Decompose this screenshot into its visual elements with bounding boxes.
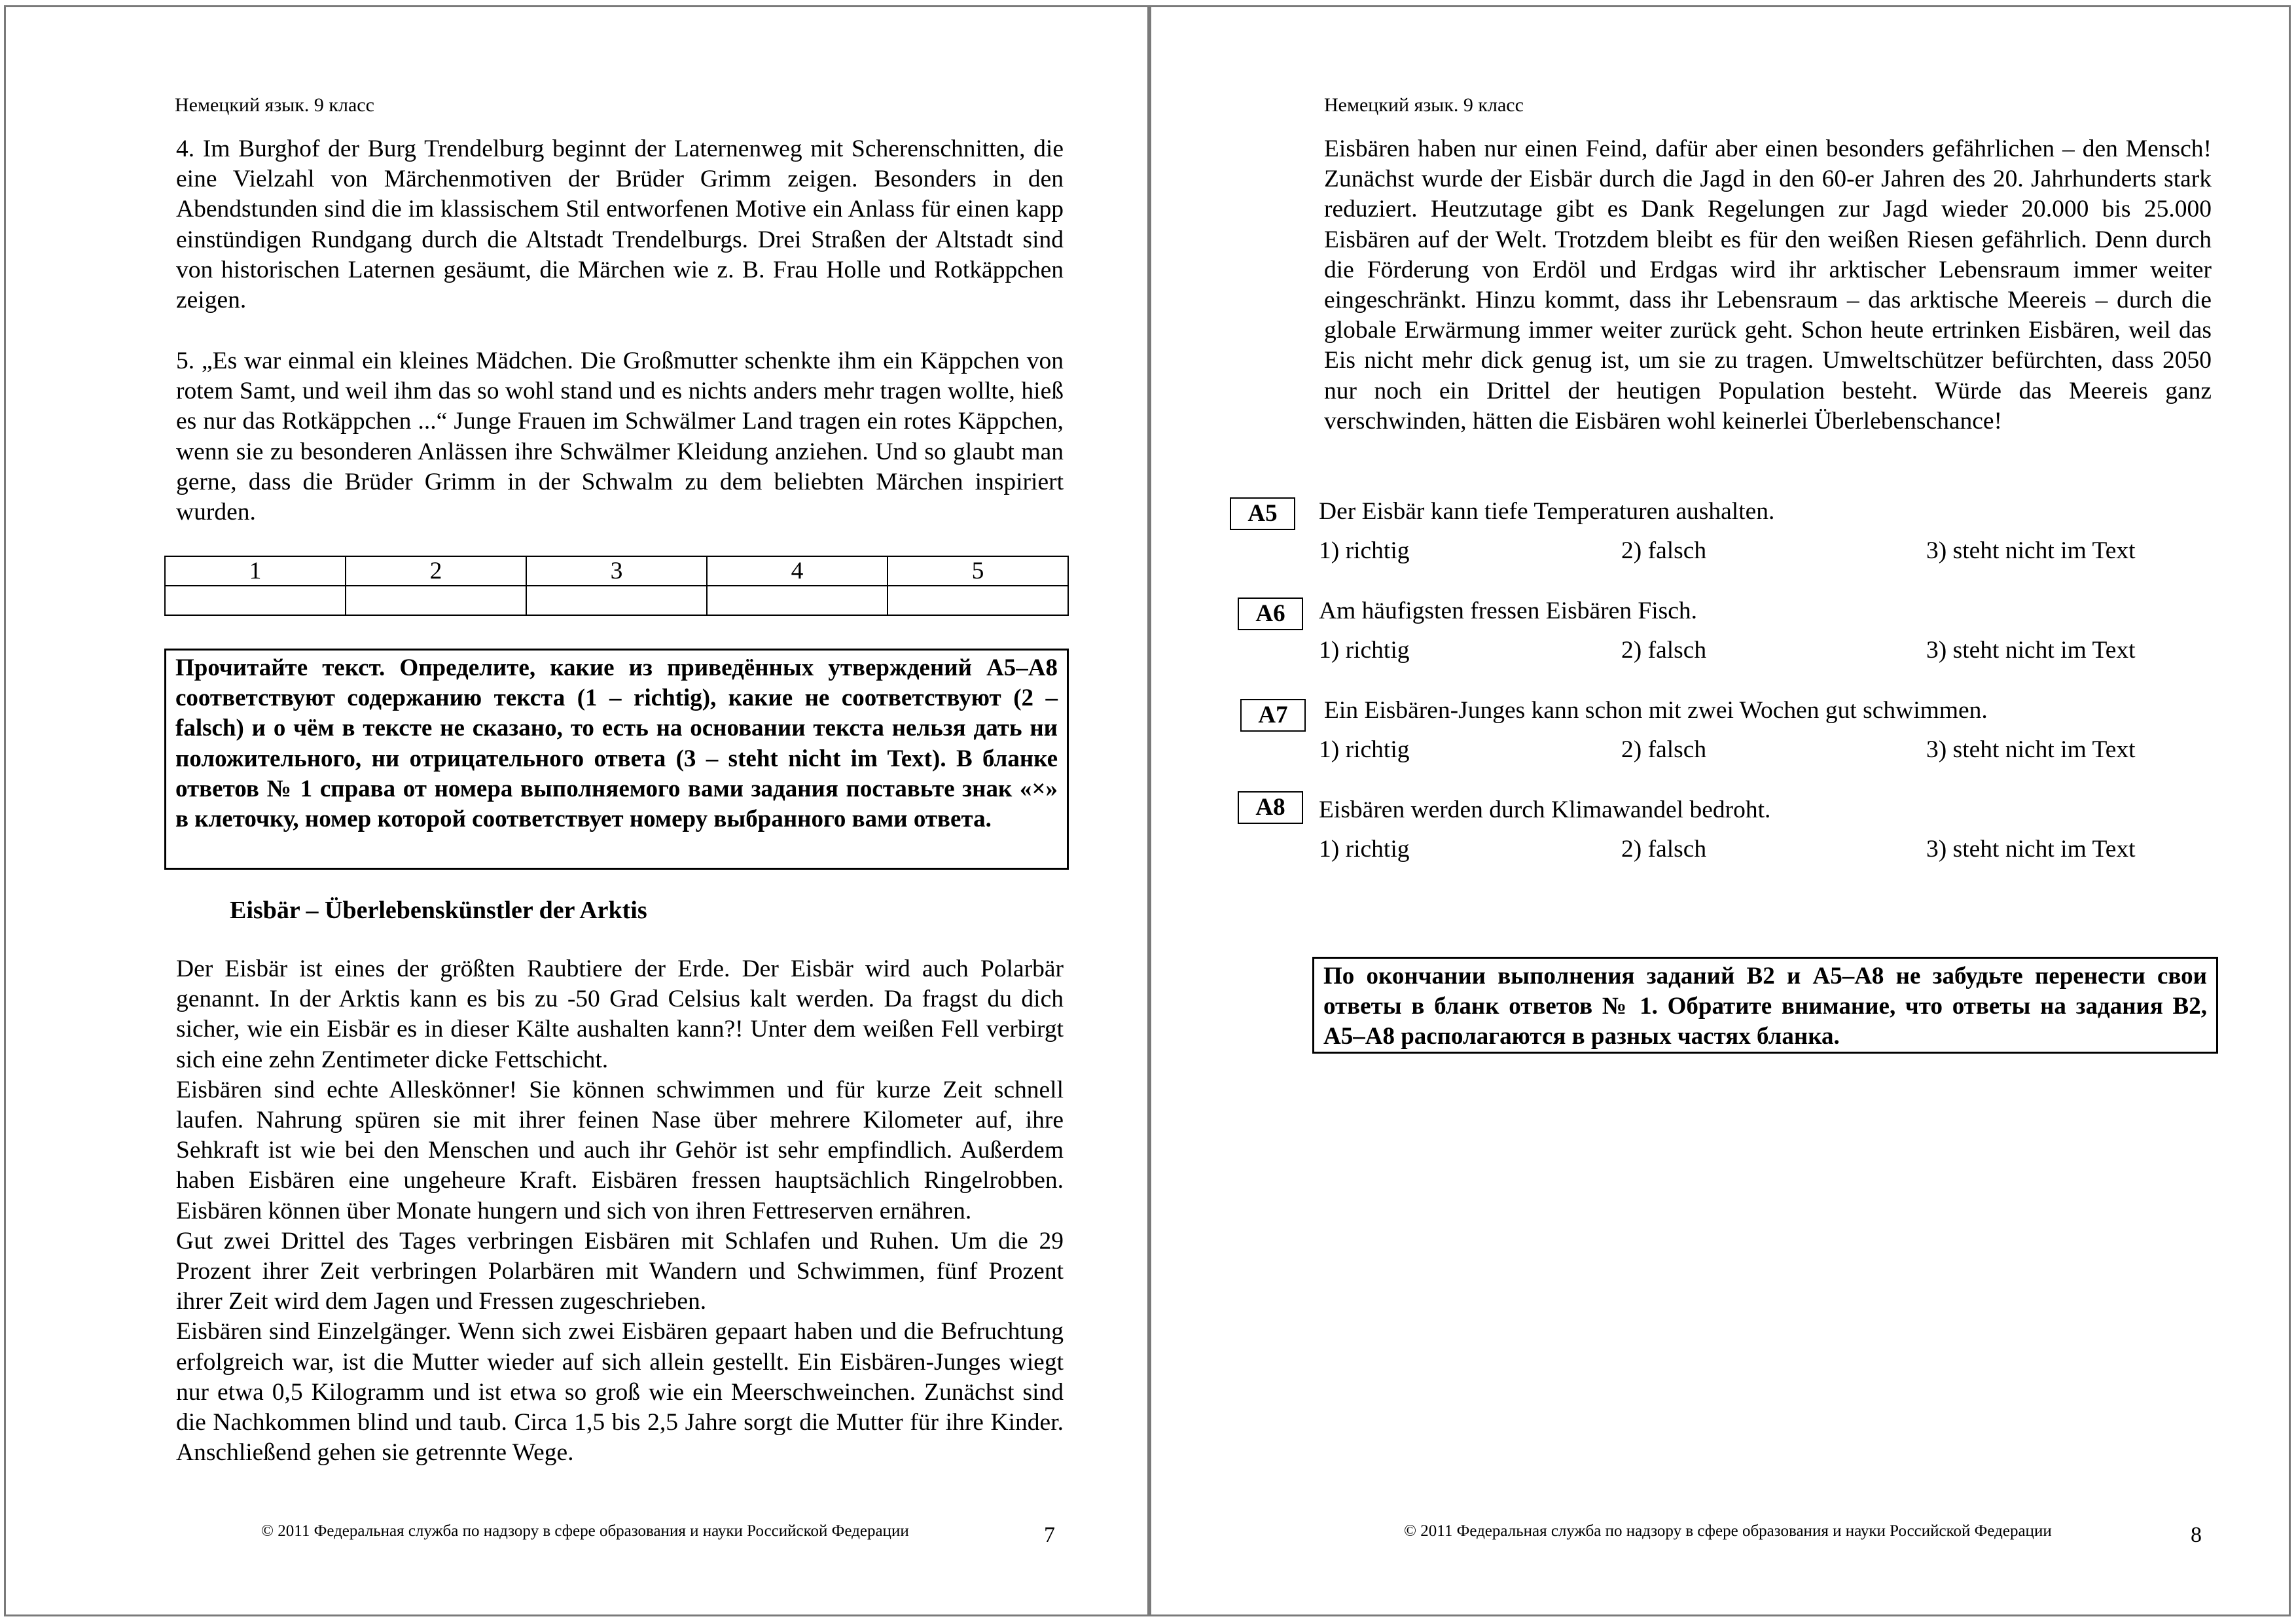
- answer-cell-3[interactable]: [526, 586, 707, 615]
- task-a7-option-3[interactable]: 3) steht nicht im Text: [1926, 736, 2136, 763]
- task-statement-a7: Ein Eisbären-Junges kann schon mit zwei Wochen gut schwimmen.: [1324, 697, 1988, 724]
- answer-table-input-row: [165, 586, 1068, 615]
- main-paragraph-3: Gut zwei Drittel des Tages verbringen Eisbären mit Schlafen und Ruhen. Um die 29 Prozent ihrer Zeit verbringen Polarbären mit Wandern und Schwimmen, fünf Prozent ihrer Zeit wird dem Jagen und Fressen zugeschrieben.: [176, 1227, 1064, 1315]
- task-label-a5: A5: [1230, 497, 1295, 530]
- notice-box: [1312, 957, 2218, 1054]
- task-a5-option-1[interactable]: 1) richtig: [1319, 537, 1410, 564]
- continued-paragraph: Eisbären haben nur einen Feind, dafür aber einen besonders gefährlichen – den Mensch! Zunächst wurde der Eisbär durch die Jagd in den 60-er Jahren des 20. Jahrhunderts stark reduziert. Heutzutage gibt es Dank Regelungen zur Jagd wieder 20.000 bis 25.000 Eisbären auf der Welt. Trotzdem bleibt es für den weißen Riesen gefährlich. Denn durch die Förderung von Erdöl und Erdgas wird ihr arktischer Lebensraum immer weiter eingeschränkt. Hinzu kommt, dass ihr Lebensraum – das arktische Meereis – durch die globale Erwärmung immer weiter zurück geht. Schon heute ertrinken Eisbären, weil das Eis nicht mehr dick genug ist, um sie zu tragen. Umweltschützer befürchten, dass 2050 nur noch ein Drittel der heutigen Population besteht. Würde das Meereis ganz verschwinden, hätten die Eisbären wohl keinerlei Überlebenschance!: [1324, 135, 2212, 435]
- page-footer: © 2011 Федеральная служба по надзору в сфере образования и науки Российской Федерации: [1404, 1522, 2052, 1540]
- main-paragraph-2: Eisbären sind echte Alleskönner! Sie können schwimmen und für kurze Zeit schnell laufen. Nahrung spüren sie mit ihrer feinen Nase über mehrere Kilometer auf, ihre Sehkraft ist wie bei den Menschen und auch ihr Gehör ist sehr empfindlich. Außerdem haben Eisbären eine ungeheure Kraft. Eisbären fressen hauptsächlich Ringelrobben. Eisbären können über Monate hungern und sich von ihren Fettreserven ernähren.: [176, 1076, 1064, 1224]
- task-a8-option-2[interactable]: 2) falsch: [1621, 836, 1707, 863]
- answer-cell-1[interactable]: [165, 586, 346, 615]
- main-paragraph-1: Der Eisbär ist eines der größten Raubtiere der Erde. Der Eisbär wird auch Polarbär genannt. In der Arktis kann es bis zu -50 Grad Celsius kalt werden. Da fragst du dich sicher, wie ein Eisbär es in dieser Kälte aushalten kann?! Unter dem weißen Fell verbirgt sich eine zehn Zentimeter dicke Fettschicht.: [176, 955, 1064, 1073]
- left-page: [4, 5, 1149, 1616]
- instruction-box: [164, 649, 1069, 870]
- answer-table-header: 5: [888, 556, 1068, 586]
- task-a8-option-3[interactable]: 3) steht nicht im Text: [1926, 836, 2136, 863]
- answer-table-header: 2: [346, 556, 526, 586]
- page-header: Немецкий язык. 9 класс: [175, 94, 374, 116]
- task-a7-option-1[interactable]: 1) richtig: [1319, 736, 1410, 763]
- main-paragraph-4: Eisbären sind Einzelgänger. Wenn sich zwei Eisbären gepaart haben und die Befruchtung erfolgreich war, ist die Mutter wieder auf sich allein gestellt. Ein Eisbären-Junges wiegt nur etwa 0,5 Kilogramm und ist etwa so groß wie ein Meerschweinchen. Zunächst sind die Nachkommen blind und taub. Circa 1,5 bis 2,5 Jahre sorgt die Mutter für ihre Kinder. Anschließend gehen sie getrennte Wege.: [176, 1318, 1064, 1467]
- answer-table-header: 3: [526, 556, 707, 586]
- instruction-text: Прочитайте текст. Определите, какие из приведённых утверждений А5–А8 соответствуют содержанию текста (1 – richtig), какие не соответствуют (2 – falsch) и о чём в тексте не сказано, то есть на основании текста нельзя дать ни положительного, ни отрицательного ответа (3 – steht nicht im Text). В бланке ответов № 1 справа от номера выполняемого вами задания поставьте знак «×» в клеточку, номер которой соответствует номеру выбранного вами ответа.: [175, 654, 1058, 833]
- text-section-5: [176, 346, 1064, 527]
- page-number: 7: [1044, 1523, 1055, 1547]
- answer-cell-5[interactable]: [888, 586, 1068, 615]
- task-statement-a5: Der Eisbär kann tiefe Temperaturen aushalten.: [1319, 498, 1775, 525]
- page-number: 8: [2191, 1523, 2202, 1547]
- page-footer: © 2011 Федеральная служба по надзору в сфере образования и науки Российской Федерации: [261, 1522, 909, 1540]
- task-label-a8: A8: [1238, 791, 1303, 824]
- task-a6-option-3[interactable]: 3) steht nicht im Text: [1926, 637, 2136, 664]
- paragraph-5: 5. „Es war einmal ein kleines Mädchen. Die Großmutter schenkte ihm ein Käppchen von rotem Samt, und weil ihm das so wohl stand und es nichts anders mehr tragen wollte, hieß es nur das Rotkäppchen ...“ Junge Frauen im Schwälmer Land tragen ein rotes Käppchen, wenn sie zu besonderen Anlässen ihre Schwälmer Kleidung anziehen. Und so glaubt man gerne, dass die Brüder Grimm in der Schwalm zu dem beliebten Märchen inspiriert wurden.: [176, 348, 1064, 526]
- task-label-a7: A7: [1240, 699, 1306, 732]
- task-statement-a6: Am häufigsten fressen Eisbären Fisch.: [1319, 597, 1697, 624]
- task-label-a6: A6: [1238, 597, 1303, 630]
- right-page: [1149, 5, 2291, 1616]
- text-title: Eisbär – Überlebenskünstler der Arktis: [230, 897, 647, 924]
- answer-table: [164, 556, 1069, 616]
- task-a7-option-2[interactable]: 2) falsch: [1621, 736, 1707, 763]
- page-header: Немецкий язык. 9 класс: [1324, 94, 1524, 116]
- answer-cell-2[interactable]: [346, 586, 526, 615]
- task-a5-option-3[interactable]: 3) steht nicht im Text: [1926, 537, 2136, 564]
- continued-text: [1324, 134, 2212, 437]
- answer-table-header: 4: [707, 556, 888, 586]
- answer-cell-4[interactable]: [707, 586, 888, 615]
- task-a8-option-1[interactable]: 1) richtig: [1319, 836, 1410, 863]
- answer-table-header: 1: [165, 556, 346, 586]
- task-a6-option-1[interactable]: 1) richtig: [1319, 637, 1410, 664]
- task-a5-option-2[interactable]: 2) falsch: [1621, 537, 1707, 564]
- main-text: [176, 954, 1064, 1468]
- notice-text: По окончании выполнения заданий В2 и А5–А8 не забудьте перенести свои ответы в бланк ответов № 1. Обратите внимание, что ответы на задания В2, А5–А8 располагаются в разных частях бланка.: [1323, 963, 2207, 1050]
- task-a6-option-2[interactable]: 2) falsch: [1621, 637, 1707, 664]
- task-statement-a8: Eisbären werden durch Klimawandel bedroht.: [1319, 796, 1771, 823]
- paragraph-4: 4. Im Burghof der Burg Trendelburg beginnt der Laternenweg mit Scherenschnitten, die eine Vielzahl von Märchenmotiven der Brüder Grimm zeigen. Besonders in den Abendstunden sind die im klassischem Stil entworfenen Motive ein Anlass für einen kapp einstündigen Rundgang durch die Altstadt Trendelburgs. Drei Straßen der Altstadt sind von historischen Laternen gesäumt, die Märchen wie z. B. Frau Holle und Rotkäppchen zeigen.: [176, 135, 1064, 314]
- answer-table-header-row: [165, 556, 1068, 586]
- text-section-4: [176, 134, 1064, 315]
